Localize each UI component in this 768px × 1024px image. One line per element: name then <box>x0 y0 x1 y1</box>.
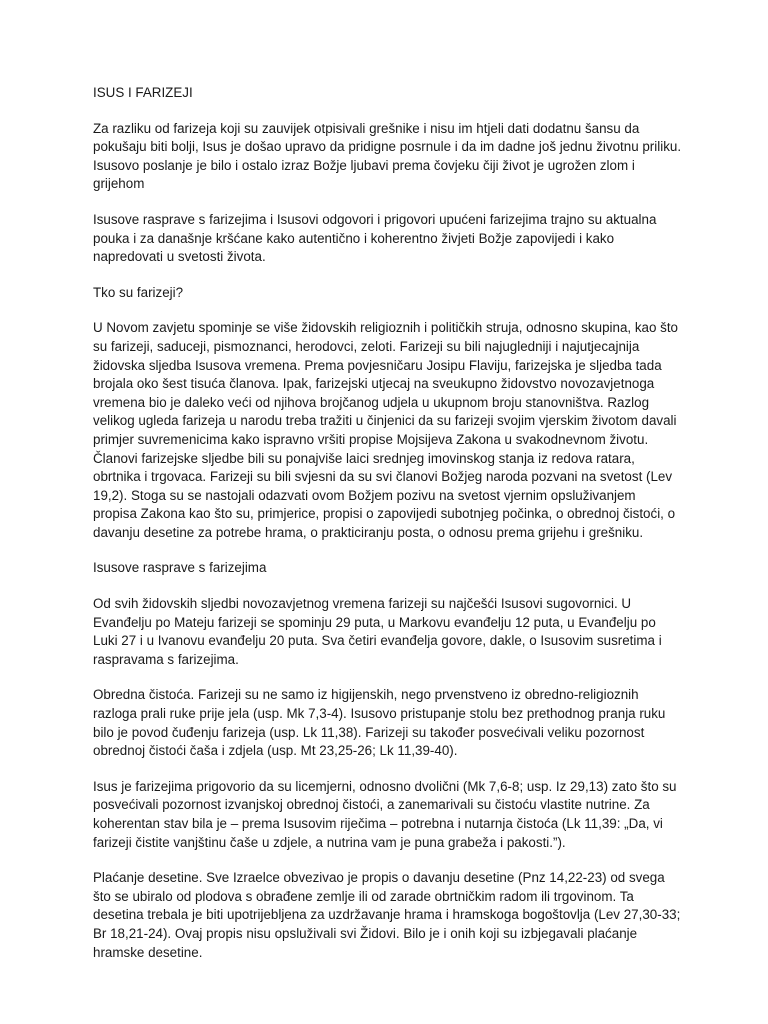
paragraph-intro: Za razliku od farizeja koji su zauvijek otpisivali grešnike i nisu im htjeli dati dodatnu šansu da pokušaju biti bolji, Isus je došao upravo da pridigne posrnule i da im dadne još jednu životnu priliku. Isusovo poslanje je bilo i ostalo izraz Božje ljubavi prema čovjeku čiji život je ugrožen zlom i grijehom <box>93 120 682 192</box>
paragraph-tko-su-farizeji: U Novom zavjetu spominje se više židovskih religioznih i političkih struja, odnosno skupina, kao što su farizeji, saduceji, pismoznanci, herodovci, zeloti. Farizeji su bili najugledniji i najutjecajnija židovska sljedba Isusova vremena. Prema povjesničaru Josipu Flaviju, farizejska je sljedba tada brojala oko šest tisuća članova. Ipak, farizejski utjecaj na sveukupno židovstvo novozavjetnoga vremena bio je daleko veći od njihova brojčanog udjela u ukupnom broju stanovništva. Razlog velikog ugleda farizeja u narodu treba tražiti u činjenici da su farizeji svojim vjerskim životom davali primjer suvremenicima kako ispravno vršiti propise Mojsijeva Zakona u svakodnevnom životu. Članovi farizejske sljedbe bili su ponajviše laici srednjeg imovinskog stanja iz redova ratara, obrtnika i trgovaca. Farizeji su bili svjesni da su svi članovi Božjeg naroda pozvani na svetost (Lev 19,2). Stoga su se nastojali odazvati ovom Božjem pozivu na svetost vjernim opsluživanjem propisa Zakona kao što su, primjerice, propisi o zapovijedi subotnjeg počinka, o obrednoj čistoći, o davanju desetine za potrebe hrama, o prakticiranju posta, o odnosu prema grijehu i grešniku. <box>93 320 679 540</box>
paragraph-sugovornici: Od svih židovskih sljedbi novozavjetnog vremena farizeji su najčešći Isusovi sugovornici. U Evanđelju po Mateju farizeji se spominju 29 puta, u Markovu evanđelju 12 puta, u Evanđelju po Luki 27 i u Ivanovu evanđelju 20 puta. Sva četiri evanđelja govore, dakle, o Isusovim susretima i raspravama s farizejima. <box>93 596 662 667</box>
paragraph-placanje-desetine: Plaćanje desetine. Sve Izraelce obvezivao je propis o davanju desetine (Pnz 14,22-23) od svega što se ubiralo od plodova s obrađene zemlje ili od zarade obrtničkim radom ili trgovinom. Ta desetina trebala je biti upotrijebljena za uzdržavanje hrama i hramskoga bogoštovlja (Lev 27,30-33; Br 18,21-24). Ovaj propis nisu opsluživali svi Židovi. Bilo je i onih koji su izbjegavali plaćanje hramske desetine. <box>93 870 681 960</box>
section-heading-tko-su-farizeji: Tko su farizeji? <box>93 284 184 300</box>
document-title: ISUS I FARIZEJI <box>93 85 193 100</box>
paragraph-rasprave-pouka: Isusove rasprave s farizejima i Isusovi odgovori i prigovori upućeni farizejima trajno su aktualna pouka i za današnje kršćane kako autentično i koherentno živjeti Božje zapovijedi i kako napredovati u svetosti života. <box>93 211 657 265</box>
document-body <box>93 84 683 979</box>
paragraph-licemjerje: Isus je farizejima prigovorio da su licemjerni, odnosno dvolični (Mk 7,6-8; usp. Iz 29,13) zato što su posvećivali pozornost izvanjskoj obrednoj čistoći, a zanemarivali su čistoću vlastite nutrine. Za koherentan stav bila je – prema Isusovim riječima – potrebna i nutarnja čistoća (Lk 11,39: „Da, vi farizeji čistite vanjštinu čaše u zdjele, a nutrina vam je puna grabeža i pakosti.”). <box>93 778 677 850</box>
paragraph-obredna-cistoca: Obredna čistoća. Farizeji su ne samo iz higijenskih, nego prvenstveno iz obredno-religioznih razloga prali ruke prije jela (usp. Mk 7,3-4). Isusovo pristupanje stolu bez prethodnog pranja ruku bilo je povod čuđenju farizeja (usp. Lk 11,38). Farizeji su također posvećivali veliku pozornost obrednoj čistoći čaša i zdjela (usp. Mt 23,25-26; Lk 11,39-40). <box>93 687 666 759</box>
section-heading-isusove-rasprave: Isusove rasprave s farizejima <box>93 560 267 576</box>
